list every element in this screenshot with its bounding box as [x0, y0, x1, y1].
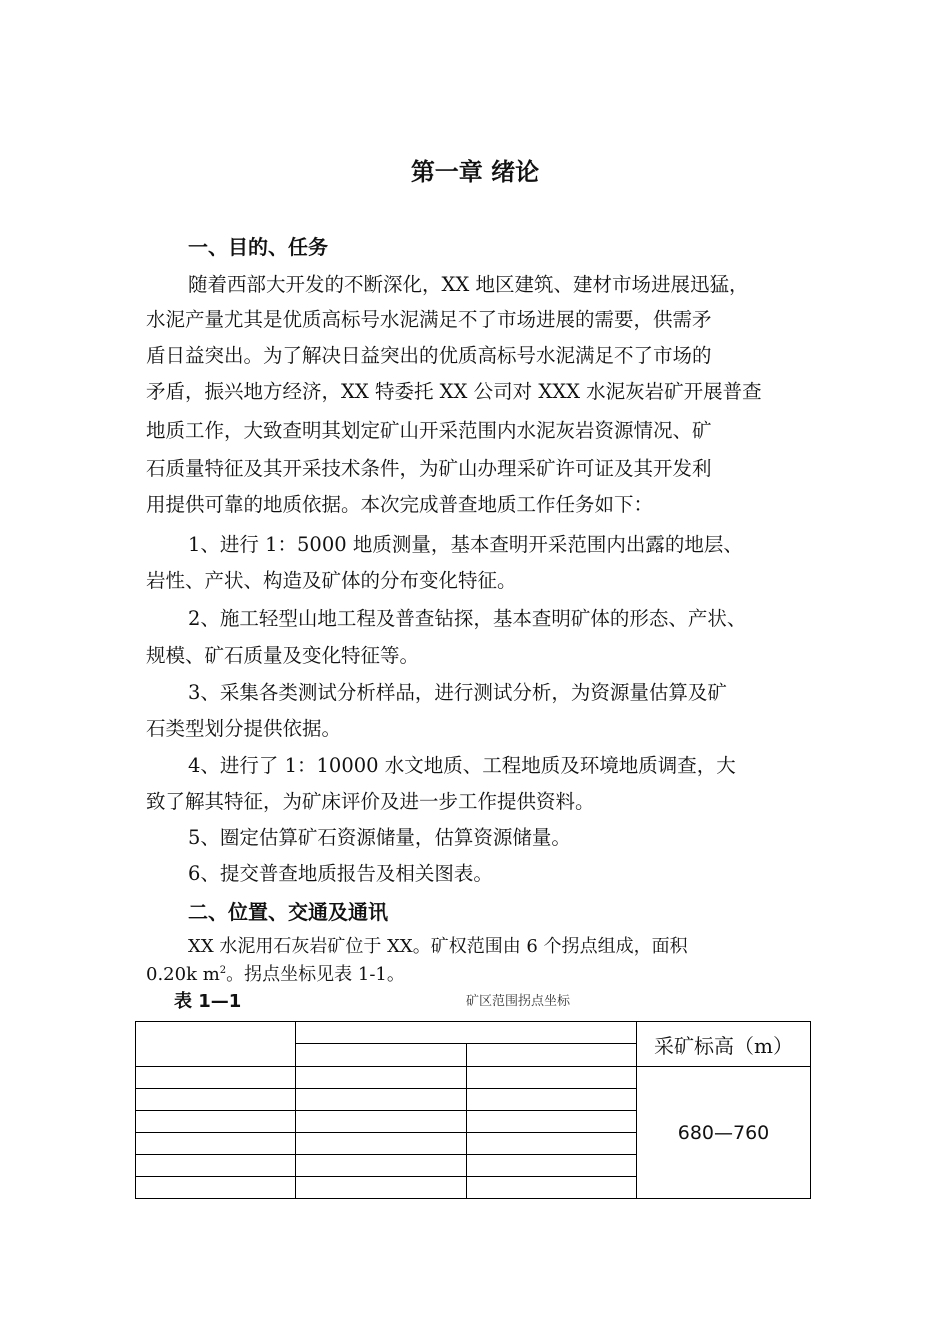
table-cell — [296, 1044, 467, 1067]
task-item-4: 4、进行了 1：10000 水文地质、工程地质及环境地质调查，大 — [188, 754, 736, 777]
table-cell — [136, 1111, 296, 1133]
table-cell — [467, 1044, 637, 1067]
table-cell — [296, 1022, 637, 1044]
paragraph-line: 水泥产量尤其是优质高标号水泥满足不了市场进展的需要，供需矛 — [146, 308, 712, 331]
table-cell — [296, 1111, 467, 1133]
task-item-3-cont: 石类型划分提供依据。 — [146, 717, 342, 740]
location-line-1: XX 水泥用石灰岩矿位于 XX。矿权范围由 6 个拐点组成，面积 — [188, 936, 688, 957]
task-item-2-cont: 规模、矿石质量及变化特征等。 — [146, 644, 420, 667]
task-item-2: 2、施工轻型山地工程及普查钻探，基本查明矿体的形态、产状、 — [188, 607, 747, 630]
paragraph-line: 随着西部大开发的不断深化，XX 地区建筑、建材市场进展迅猛， — [188, 273, 749, 296]
table-caption: 矿区范围拐点坐标 — [466, 994, 571, 1009]
paragraph-line: 用提供可靠的地质依据。本次完成普查地质工作任务如下： — [146, 493, 654, 516]
section-heading-location: 二、位置、交通及通讯 — [188, 900, 388, 924]
task-item-5: 5、圈定估算矿石资源储量，估算资源储量。 — [188, 826, 571, 849]
table-cell — [136, 1067, 296, 1089]
table-cell — [467, 1155, 637, 1177]
paragraph-line: 石质量特征及其开采技术条件，为矿山办理采矿许可证及其开发利 — [146, 457, 712, 480]
task-item-1: 1、进行 1：5000 地质测量，基本查明开采范围内出露的地层、 — [188, 533, 743, 556]
table-cell — [467, 1133, 637, 1155]
section-heading-purpose: 一、目的、任务 — [188, 235, 328, 259]
coordinates-table — [135, 1021, 811, 1199]
table-label: 表 1—1 — [174, 991, 242, 1012]
location-line-2: 0.20k $m^2$。拐点坐标见表 1-1。 — [146, 964, 405, 985]
elevation-value: 680—760 — [637, 1067, 811, 1199]
table-cell — [136, 1155, 296, 1177]
paragraph-line: 盾日益突出。为了解决日益突出的优质高标号水泥满足不了市场的 — [146, 344, 712, 367]
table-cell — [296, 1133, 467, 1155]
table-cell — [136, 1022, 296, 1067]
table-row — [136, 1067, 811, 1089]
chapter-title: 第一章 绪论 — [410, 158, 540, 186]
task-item-3: 3、采集各类测试分析样品，进行测试分析，为资源量估算及矿 — [188, 681, 727, 704]
table-cell — [296, 1155, 467, 1177]
table-cell — [467, 1089, 637, 1111]
table-cell — [296, 1067, 467, 1089]
task-item-1-cont: 岩性、产状、构造及矿体的分布变化特征。 — [146, 569, 517, 592]
table-cell — [467, 1067, 637, 1089]
table-cell — [467, 1177, 637, 1199]
elevation-header: 采矿标高（m） — [637, 1022, 811, 1067]
table-cell — [296, 1089, 467, 1111]
task-item-6: 6、提交普查地质报告及相关图表。 — [188, 862, 493, 885]
table-cell — [136, 1177, 296, 1199]
table-cell — [136, 1133, 296, 1155]
table-cell — [467, 1111, 637, 1133]
paragraph-line: 地质工作，大致查明其划定矿山开采范围内水泥灰岩资源情况、矿 — [146, 419, 712, 442]
table-cell — [296, 1177, 467, 1199]
paragraph-line: 矛盾，振兴地方经济，XX 特委托 XX 公司对 XXX 水泥灰岩矿开展普查 — [146, 380, 762, 403]
table-header-row — [136, 1022, 811, 1044]
table-cell — [136, 1089, 296, 1111]
task-item-4-cont: 致了解其特征，为矿床评价及进一步工作提供资料。 — [146, 790, 595, 813]
